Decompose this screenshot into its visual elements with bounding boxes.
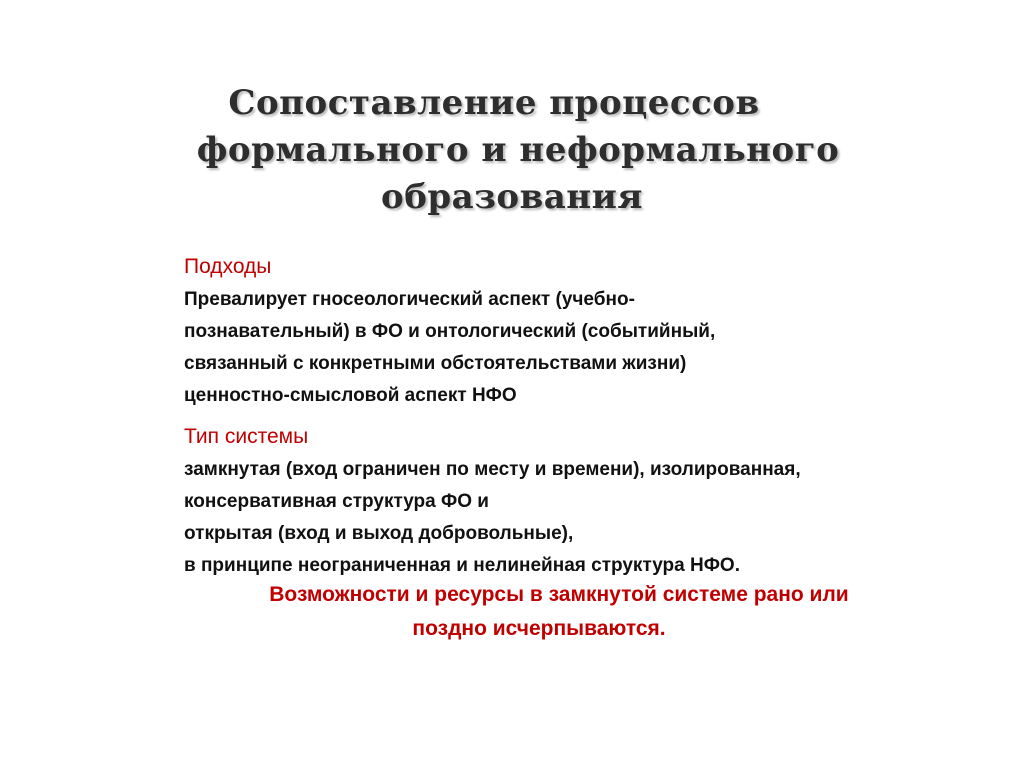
section-text-line: познавательный) в ФО и онтологический (событийный,	[184, 321, 716, 342]
section-text-line: связанный с конкретными обстоятельствами жизни)	[184, 353, 687, 374]
title-line: Сопоставление процессов	[228, 83, 760, 123]
title-line: образования	[381, 177, 643, 217]
slide-title	[150, 80, 874, 221]
conclusion-line: поздно исчерпываются.	[412, 617, 666, 640]
section-text-line: Превалирует гносеологический аспект (учебно-	[184, 289, 635, 310]
slide-content	[184, 250, 924, 582]
section-text-line: открытая (вход и выход добровольные),	[184, 523, 574, 544]
section-heading: Подходы	[184, 255, 272, 278]
title-line: формального и неформального	[196, 130, 840, 170]
section-approaches	[184, 250, 924, 412]
section-text-line: замкнутая (вход ограничен по месту и времени), изолированная,	[184, 459, 801, 480]
section-system-type	[184, 420, 924, 582]
section-text-line: ценностно-смысловой аспект НФО	[184, 385, 517, 406]
section-text-line: в принципе неограниченная и нелинейная структура НФО.	[184, 555, 740, 576]
conclusion-text	[150, 578, 860, 646]
conclusion-line: Возможности и ресурсы в замкнутой системе рано или	[269, 583, 849, 606]
section-text-line: консервативная структура ФО и	[184, 491, 489, 512]
section-heading: Тип системы	[184, 425, 309, 448]
